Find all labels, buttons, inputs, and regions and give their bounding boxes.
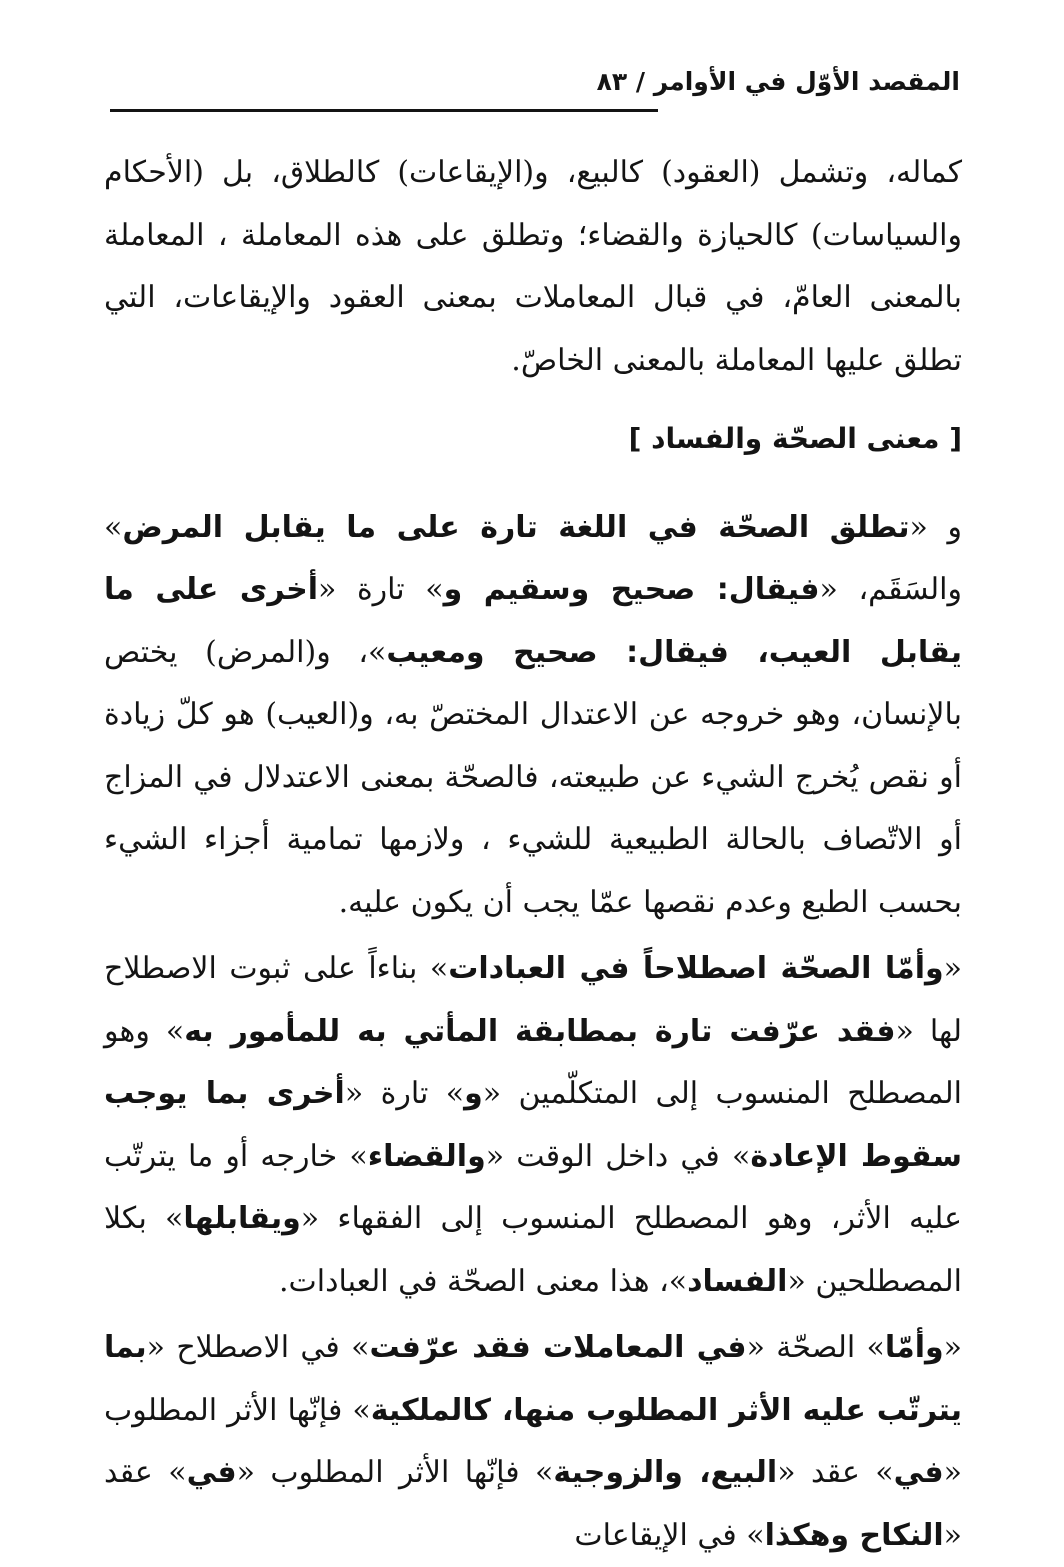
plain-text: » في الإيقاعات xyxy=(574,1517,765,1553)
plain-text: » فإنّها الأثر المطلوب « xyxy=(104,1392,962,1490)
plain-text: » الصحّة « xyxy=(746,1330,885,1365)
paragraph-2 xyxy=(104,497,962,935)
plain-text: » تارة « xyxy=(318,572,444,607)
quoted-text: البيع، والزوجية xyxy=(553,1455,778,1490)
running-header: المقصد الأوّل في الأوامر / ٨٣ xyxy=(596,67,960,96)
plain-text: « xyxy=(943,1330,962,1365)
quoted-text: فقد عرّفت تارة بمطابقة المأتي به للمأمور به xyxy=(184,1013,896,1049)
plain-text: » تارة « xyxy=(344,1076,465,1111)
quoted-text: وأمّا الصحّة اصطلاحاً في العبادات xyxy=(448,951,944,986)
plain-text: »، هذا معنى الصحّة في العبادات. xyxy=(279,1263,688,1299)
paragraph-4 xyxy=(104,1317,962,1567)
plain-text: و « xyxy=(909,509,962,545)
plain-text: » بكلا المصطلحين « xyxy=(104,1201,962,1299)
paragraph-1: كماله، وتشمل (العقود) كالبيع، و(الإيقاعات) كالطلاق، بل (الأحكام والسياسات) كالحيازة والقضاء؛ وتطلق على هذه المعاملة ، المعاملة بالمعنى العامّ، في قبال المعاملات بمعنى العقود والإيقاعات، التي تطلق عليها المعاملة بالمعنى الخاصّ. xyxy=(104,155,962,378)
quoted-text: أخرى بما يوجب سقوط الإعادة xyxy=(104,1076,962,1174)
plain-text: » والسَقَم، « xyxy=(104,509,962,607)
quoted-text: في xyxy=(893,1455,944,1490)
quoted-text: و xyxy=(464,1076,483,1111)
plain-text: » خارجه أو ما يترتّب عليه الأثر، وهو المصطلح المنسوب إلى الفقهاء « xyxy=(104,1138,962,1236)
quoted-text: وأمّا xyxy=(884,1330,944,1365)
quoted-text: فيقال: صحيح وسقيم و xyxy=(443,572,820,607)
plain-text: » عقد « xyxy=(104,1455,962,1553)
quoted-text: في المعاملات فقد عرّفت xyxy=(369,1330,747,1365)
body-text xyxy=(104,142,962,1567)
plain-text: »، و(المرض) يختص بالإنسان، وهو خروجه عن الاعتدال المختصّ به، و(العيب) هو كلّ زيادة أو نقص يُخرج الشيء عن طبيعته، فالصحّة بمعنى الاعتدلال في المزاج أو الاتّصاف بالحالة الطبيعية للشيء ، ولازمها تمامية أجزاء الشيء بحسب الطبع وعدم نقصها عمّا يجب أن يكون عليه. xyxy=(104,634,962,920)
quoted-text: في xyxy=(186,1455,237,1490)
quoted-text: تطلق الصحّة في اللغة تارة على ما يقابل المرض xyxy=(122,509,910,545)
plain-text: » عقد « xyxy=(777,1455,894,1490)
plain-text: « xyxy=(943,951,962,986)
header-rule xyxy=(110,109,658,112)
plain-text: » في الاصطلاح « xyxy=(146,1330,370,1365)
quoted-text: بما يترتّب عليه الأثر المطلوب منها، كالملكية xyxy=(104,1330,962,1428)
quoted-text: الفساد xyxy=(687,1263,788,1299)
quoted-text: النكاح وهكذا xyxy=(764,1517,944,1553)
section-heading: [ معنى الصحّة والفساد ] xyxy=(628,422,962,455)
plain-text: » فإنّها الأثر المطلوب « xyxy=(236,1455,554,1490)
plain-text: » وهو المصطلح المنسوب إلى المتكلّمين « xyxy=(104,1013,963,1111)
plain-text: » في داخل الوقت « xyxy=(485,1138,751,1174)
plain-text: » بناءاً على ثبوت الاصطلاح لها « xyxy=(104,951,962,1049)
quoted-text: والقضاء xyxy=(367,1138,486,1174)
quoted-text: أخرى على ما يقابل العيب، فيقال: صحيح ومعيب xyxy=(104,572,963,670)
quoted-text: ويقابلها xyxy=(183,1201,301,1236)
paragraph-3 xyxy=(104,938,962,1313)
